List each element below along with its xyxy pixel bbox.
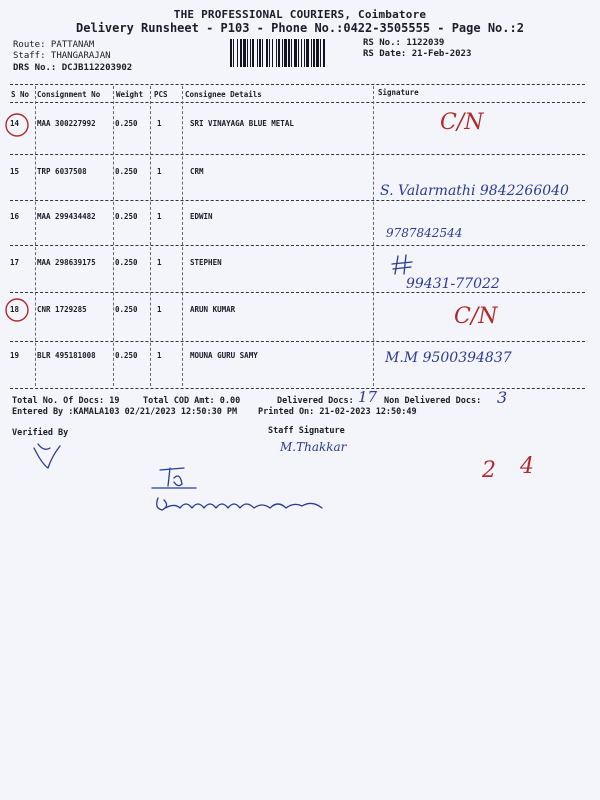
- page-tally-a: 2: [482, 458, 496, 483]
- col-consignment: Consignment No: [37, 90, 101, 99]
- circle-mark-row-14: [3, 110, 33, 140]
- row-consignment: MAA 298639175: [37, 258, 96, 267]
- rs-number: RS No.: 1122039: [363, 38, 445, 48]
- page-tally-b: 4: [520, 454, 534, 479]
- row-weight: 0.250: [115, 167, 138, 176]
- handwritten-signature-row-15: S. Valarmathi 9842266040: [380, 183, 569, 199]
- row-pcs: 1: [157, 351, 162, 360]
- table-row: [0, 258, 600, 272]
- handwritten-signature-row-17: 99431-77022: [406, 276, 500, 292]
- table-row: [0, 167, 600, 181]
- handwritten-scribble-row-17: [390, 252, 416, 278]
- row-sno: 15: [10, 167, 20, 176]
- row-pcs: 1: [157, 119, 162, 128]
- col-sno: S No: [11, 90, 30, 99]
- staff-signature: M.Thakkar: [280, 440, 347, 454]
- non-delivered-docs-label: Non Delivered Docs:: [384, 396, 482, 406]
- row-consignee: SRI VINAYAGA BLUE METAL: [190, 119, 294, 128]
- row-sno: 16: [10, 212, 20, 221]
- row-consignment: MAA 299434482: [37, 212, 96, 221]
- verified-by-label: Verified By: [12, 428, 69, 438]
- staff-label: Staff: THANGARAJAN: [13, 51, 111, 61]
- row-pcs: 1: [157, 305, 162, 314]
- row-weight: 0.250: [115, 119, 138, 128]
- row-rule: [10, 200, 585, 201]
- handwritten-cn-row-14: C/N: [440, 110, 484, 135]
- table-row: [0, 305, 600, 319]
- total-docs: Total No. Of Docs: 19: [12, 396, 120, 406]
- delivered-count: 17: [358, 388, 378, 406]
- col-weight: Weight: [116, 90, 144, 99]
- row-pcs: 1: [157, 167, 162, 176]
- row-consignee: CRM: [190, 167, 204, 176]
- row-consignment: MAA 300227992: [37, 119, 96, 128]
- col-signature: Signature: [378, 88, 419, 97]
- row-consignment: BLR 495181008: [37, 351, 96, 360]
- row-pcs: 1: [157, 258, 162, 267]
- col-consignee: Consignee Details: [185, 90, 262, 99]
- runsheet-title: Delivery Runsheet - P103 - Phone No.:0422-3505555 - Page No.:2: [76, 21, 524, 35]
- delivered-docs-label: Delivered Docs:: [277, 396, 354, 406]
- total-cod: Total COD Amt: 0.00: [143, 396, 241, 406]
- row-sno: 14: [10, 119, 20, 128]
- handwritten-signature-row-16: 9787842544: [386, 226, 463, 240]
- staff-signature-label: Staff Signature: [268, 426, 345, 436]
- verified-by-signature: [30, 438, 70, 473]
- row-pcs: 1: [157, 212, 162, 221]
- circle-mark-row-18: [3, 296, 33, 326]
- row-weight: 0.250: [115, 212, 138, 221]
- handwritten-cn-row-18: C/N: [454, 304, 498, 329]
- row-rule: [10, 292, 585, 293]
- row-rule: [10, 341, 585, 342]
- header-rule-bottom: [10, 102, 585, 103]
- row-sno: 18: [10, 305, 20, 314]
- col-pcs: PCS: [154, 90, 168, 99]
- row-consignee: MOUNA GURU SAMY: [190, 351, 258, 360]
- non-delivered-count: 3: [497, 388, 508, 407]
- row-weight: 0.250: [115, 305, 138, 314]
- company-title: THE PROFESSIONAL COURIERS, Coimbatore: [173, 8, 427, 21]
- row-weight: 0.250: [115, 258, 138, 267]
- header-rule-top: [10, 84, 585, 85]
- entered-by: Entered By :KAMALA103 02/21/2023 12:50:30 PM: [12, 407, 238, 417]
- row-consignee: EDWIN: [190, 212, 213, 221]
- row-consignment: CNR 1729285: [37, 305, 87, 314]
- table-row: [0, 119, 600, 133]
- handwritten-signature-row-19: M.M 9500394837: [385, 350, 512, 366]
- row-rule: [10, 154, 585, 155]
- row-sno: 17: [10, 258, 20, 267]
- row-weight: 0.250: [115, 351, 138, 360]
- row-consignee: ARUN KUMAR: [190, 305, 236, 314]
- bottom-handwritten-signature: [150, 462, 340, 522]
- row-rule: [10, 245, 585, 246]
- row-sno: 19: [10, 351, 20, 360]
- barcode: [230, 39, 356, 67]
- rs-date: RS Date: 21-Feb-2023: [363, 49, 472, 59]
- printed-on: Printed On: 21-02-2023 12:50:49: [258, 407, 417, 417]
- row-consignee: STEPHEN: [190, 258, 222, 267]
- row-consignment: TRP 6037508: [37, 167, 87, 176]
- route-label: Route: PATTANAM: [13, 40, 95, 50]
- drs-number: DRS No.: DCJB112203902: [13, 63, 133, 73]
- table-row: [0, 212, 600, 226]
